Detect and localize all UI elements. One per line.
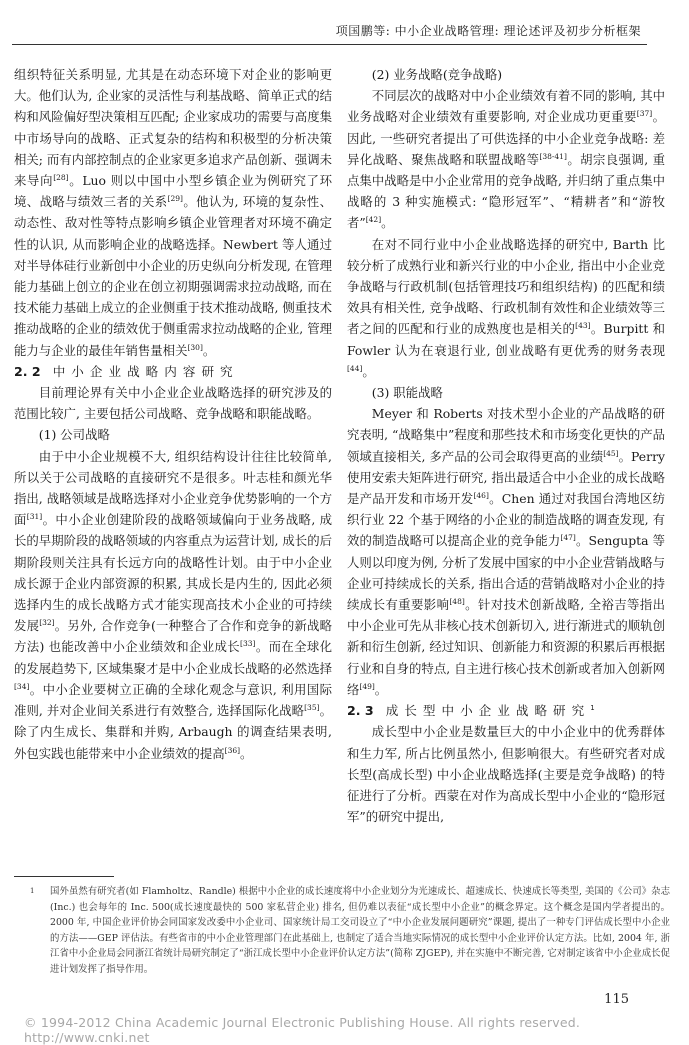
body-paragraph	[347, 85, 665, 233]
citation-ref: [43]	[575, 321, 591, 331]
header-rule	[12, 44, 647, 45]
citation-ref: [38-41]	[539, 151, 567, 161]
section-number: 2. 2	[14, 363, 41, 379]
citation-ref: [46]	[473, 490, 489, 500]
paragraph-text: 。	[362, 363, 375, 379]
paragraph-text: 。	[374, 681, 388, 697]
footnote	[30, 884, 670, 978]
citation-ref: [28]	[53, 172, 69, 182]
paragraph-text: 不同层次的战略对中小企业绩效有着不同的影响, 其中业务战略对企业绩效有重要影响, 对企业成功更重要	[347, 88, 665, 125]
citation-ref: [30]	[187, 342, 203, 352]
subsection-heading: (2) 业务战略(竞争战略)	[371, 67, 503, 82]
section-heading	[347, 700, 665, 721]
body-paragraph	[347, 234, 665, 382]
paragraph-text: 。因此, 一些研究者提出了可供选择的中小企业竞争战略: 差异化战略、聚焦战略和联盟战略等	[347, 109, 665, 167]
paragraph-text: 。Perry 使用安索夫矩阵进行研究, 指出最适合中小企业的成长战略是产品开发和市场开发	[347, 448, 665, 507]
paragraph-text: 在对不同行业中小企业战略选择的研究中, Barth 比较分析了成熟行业和新兴行业的中小企业, 指出中小企业竞争战略与行政机制(包括管理技巧和组织结构) 的匹配和绩效具有相关性, 竞争战略、行政机制有效性和企业绩效等三者之间的匹配和行业的成熟度也是相关的	[347, 236, 665, 337]
paragraph-text: 。除了内生成长、集群和并购, Arbaugh 的调查结果表明, 外包实践也能带来中小企业绩效的提高	[14, 703, 332, 761]
section-title: 成长型中小企业战略研究	[385, 703, 591, 719]
body-paragraph	[347, 721, 665, 827]
paragraph-text: 。	[202, 342, 216, 358]
citation-ref: [37]	[636, 109, 653, 119]
footnote-rule	[14, 876, 114, 877]
page-number: 115	[604, 992, 629, 1007]
body-paragraph	[347, 403, 665, 700]
body-paragraph	[14, 382, 332, 424]
paragraph-text: 。	[381, 215, 394, 231]
section-number: 2. 3	[347, 703, 374, 719]
paragraph-text: 。Chen 通过对我国台湾地区纺织行业 22 个基于网络的小企业的制造战略的调查发现, 有效的制造战略可以提高企业的竞争能力	[347, 491, 665, 549]
paragraph-text: 。他认为, 环境的复杂性、动态性、敌对性等特点影响乡镇企业管理者对环境不确定性的认识, 从而影响企业的战略选择。Newbert 等人通过对半导体硅行业新创中小企业的历史纵向分析发现, 在管理能力基础上创立的企业在创立初期强调需求拉动战略, 而在技术能力基础上成立的企业侧重于技术推动战略, 侧重技术推动战略的企业的绩效优于侧重需求拉动战略的企业, 管理能力与企业的最佳年销售量相关	[14, 194, 332, 358]
body-paragraph	[14, 64, 332, 361]
citation-ref: [49]	[359, 681, 375, 691]
running-head-title: 项国鹏等: 中小企业战略管理: 理论述评及初步分析框架	[335, 24, 641, 38]
section-title: 中小企业战略内容研究	[52, 363, 239, 379]
paragraph-text: 。Luo 则以中国中小型乡镇企业为例研究了环境、战略与绩效三者的关系	[14, 173, 332, 210]
citation-ref: [42]	[365, 215, 382, 225]
paragraph-text: 目前理论界有关中小企业企业战略选择的研究涉及的范围比较广, 主要包括公司战略、竞争战略和职能战略。	[14, 385, 332, 422]
paragraph-text: 。中小企业创建阶段的战略领域偏向于业务战略, 成长的早期阶段的战略领域的内容重点为运营计划, 成长的后期阶段则关注具有长远方向的战略性计划。由于中小企业成长源于企业内部资源的积累, 其成长是内生的, 因此必须选择内生的成长战略方式才能实现高技术小企业的可持续发展	[14, 512, 332, 634]
citation-ref: [31]	[26, 512, 43, 522]
citation-ref: [29]	[167, 194, 183, 204]
right-column	[347, 64, 665, 827]
citation-ref: [47]	[560, 533, 576, 543]
paragraph-text: 成长型中小企业是数量巨大的中小企业中的优秀群体和生力军, 所占比例虽然小, 但影响很大。有些研究者对成长型(高成长型) 中小企业战略选择(主要是竞争战略) 的特征进行了分析。西蒙在对作为高成长型中小企业的“隐形冠军”的研究中提出,	[347, 724, 665, 825]
citation-ref: [45]	[603, 448, 619, 458]
paragraph-text: 。Burpitt 和 Fowler 认为在衰退行业, 创业战略有更优秀的财务表现	[347, 321, 665, 358]
subsection-heading: (3) 职能战略	[371, 385, 443, 401]
paragraph-text: 。	[240, 745, 253, 761]
citation-ref: [32]	[39, 618, 55, 628]
running-head	[0, 0, 689, 48]
subsection-heading: (1) 公司战略	[38, 427, 110, 443]
citation-ref: [35]	[304, 702, 320, 712]
footnote-mark: 1	[30, 887, 35, 895]
section-heading	[14, 361, 332, 382]
paragraph-text: 组织特征关系明显, 尤其是在动态环境下对企业的影响更大。他们认为, 企业家的灵活性与利基战略、简单正式的结构和风险偏好型决策相互匹配; 企业家成功的需要与高度集中市场导向的战略、正式复杂的结构和积极型的分析决策相关; 而有内部控制点的企业家更多追求产品创新、强调未来导向	[14, 67, 332, 189]
citation-ref: [36]	[224, 745, 241, 755]
citation-ref: [33]	[240, 639, 256, 649]
left-column	[14, 64, 332, 764]
paragraph-text: 由于中小企业规模不大, 组织结构设计往往比较简单, 所以关于公司战略的直接研究不是很多。叶志桂和颜光华指出, 战略领域是战略选择对小企业竞争优势影响的一个方面	[14, 448, 332, 528]
body-paragraph	[14, 446, 332, 764]
paragraph-text: 。中小企业要树立正确的全球化观念与意识, 利用国际准则, 并对企业间关系进行有效整合, 选择国际化战略	[14, 681, 332, 719]
paragraph-text: 。而在全球化的发展趋势下, 区域集聚才是中小企业成长战略的必然选择	[14, 639, 333, 676]
citation-ref: [34]	[14, 681, 30, 691]
page-footer	[0, 992, 689, 1045]
citation-ref: [44]	[347, 363, 363, 373]
paragraph-text: 。胡宗良强调, 重点集中战略是中小企业常用的竞争战略, 并归纳了重点集中战略的 3 种实施模式: “隐形冠军”、“精耕者”和“游牧者”	[347, 151, 665, 231]
footnote-text: 国外虽然有研究者(如 Flamholtz、Randle) 根据中小企业的成长速度将中小企业划分为光速成长、超速成长、快速成长等类型, 美国的《公司》杂志(Inc.) 也会每年的 Inc. 500(成长速度最快的 500 家私营企业) 排名, 但仍难以表征“成长型中小企业”的概念界定。这个概念是国内学者提出的。2000 年, 中国企业评价协会同国家发改委中小企业司、国家统计局工交司设立了“中小企业发展问题研究”课题, 提出了一种专门评估成长型中小企业的方法——GEP 评估法。有些省市的中小企业管理部门在此基础上, 也制定了适合当地实际情况的成长型中小企业评价认定方法。比如, 2004 年, 浙江省中小企业局会同浙江省统计局研究制定了“浙江成长型中小企业评价认定方法”(简称 ZJGEP), 并在实施中不断完善, 它对制定该省中小企业成长促进计划发挥了指导作用。	[50, 886, 670, 975]
paragraph-text: Meyer 和 Roberts 对技术型小企业的产品战略的研究表明, “战略集中”程度和那些技术和市场变化更快的产品领域直接相关, 多产品的公司会取得更高的业绩	[347, 406, 665, 464]
footnote-reference: 1	[590, 703, 595, 712]
citation-ref: [48]	[449, 596, 465, 606]
paragraph-text: 。另外, 合作竞争(一种整合了合作和竞争的新战略方法) 也能改善中小企业绩效和企业成长	[14, 618, 333, 655]
paragraph-text: 。针对技术创新战略, 全裕吉等指出中小企业可先从非核心技术创新切入, 进行渐进式的顺轨创新和衍生创新, 经过知识、创新能力和资源的积累后再根据行业和自身的特点, 自主进行核心技术创新或者加入创新网络	[347, 597, 665, 697]
paragraph-text: 。Sengupta 等人则以印度为例, 分析了发展中国家的中小企业营销战略与企业可持续成长的关系, 指出合适的营销战略对小企业的持续成长有重要影响	[347, 533, 666, 613]
copyright-notice: © 1994-2012 China Academic Journal Electronic Publishing House. All rights reserved. http://www.cnki.net	[24, 1015, 581, 1045]
